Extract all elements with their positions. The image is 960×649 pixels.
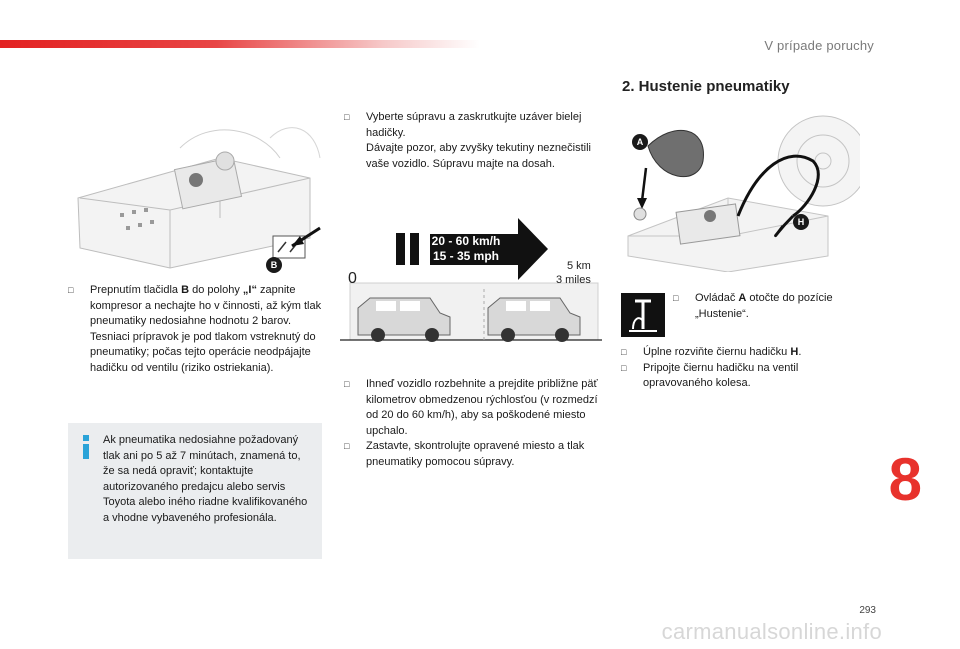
- info-text: Ak pneumatika nedosiahne požadovaný tlak ani po 5 až 7 minútach, znamená to, že sa nedá opraviť; kontaktujte autorizovaného predajcu alebo servis Toyota alebo iného riadne kvalifikovaného a vhodne vybaveného profesionála.: [103, 434, 308, 524]
- label-b-badge: B: [266, 257, 282, 273]
- speed-kmh: 20 - 60 km/h: [431, 234, 501, 248]
- col1-step: [68, 283, 326, 376]
- col2-step-1: [344, 110, 600, 172]
- speed-range-box: [430, 234, 502, 265]
- bullet-item: □ Ihneď vozidlo rozbehnite a prejdite približne päť kilometrov obmedzenou rýchlosťou (v rozmedzí od 20 do 60 km/h), aby sa poškodené miesto upchalo.: [344, 377, 600, 439]
- distance-miles: 3 miles: [556, 274, 591, 286]
- distance-label: [556, 259, 591, 287]
- distance-km: 5 km: [567, 260, 591, 272]
- info-box: [68, 423, 322, 559]
- bullet-item: □ Úplne rozviňte čiernu hadičku H.: [621, 345, 851, 361]
- col2-steps: [344, 377, 600, 470]
- compressor-illustration: [70, 118, 325, 278]
- col3-steps: [621, 345, 851, 392]
- info-icon: [82, 435, 90, 459]
- watermark: carmanualsonline.info: [661, 619, 882, 644]
- start-marker: 0: [348, 270, 357, 287]
- speed-mph: 15 - 35 mph: [432, 249, 500, 263]
- tire-inflation-icon: [621, 293, 665, 337]
- chapter-number: 8: [888, 446, 922, 513]
- bullet-item: □ Prepnutím tlačidla B do polohy „I“ zapnite kompresor a nechajte ho v činnosti, až kým tlak pneumatiky nedosiahne hodnotu 2 barov. Tesniaci prípravok je pod tlakom vstreknutý do pneumatiky; počas tejto operácie neodpájajte hadičku od ventilu (riziko ostriekania).: [68, 283, 326, 376]
- label-a-badge: A: [632, 134, 648, 150]
- section-title: V prípade poruchy: [764, 38, 874, 53]
- header-accent-bar: [0, 40, 480, 48]
- bullet-item: □ Pripojte čiernu hadičku na ventil opravovaného kolesa.: [621, 361, 851, 392]
- inflation-illustration: [618, 106, 860, 272]
- bullet-item: □ Vyberte súpravu a zaskrutkujte uzáver bielej hadičky. Dávajte pozor, aby zvyšky tekutiny neznečistili vaše vozidlo. Súpravu majte na dosah.: [344, 110, 600, 172]
- inflation-pump-icon: [621, 293, 665, 337]
- page-number: 293: [859, 605, 876, 616]
- label-h-badge: H: [793, 214, 809, 230]
- bullet-item: □ Ovládač A otočte do pozície „Hustenie“.: [673, 291, 863, 322]
- col3-step-1: [673, 291, 863, 322]
- bullet-item: □ Zastavte, skontrolujte opravené miesto a tlak pneumatiky pomocou súpravy.: [344, 439, 600, 470]
- section-heading: 2. Hustenie pneumatiky: [622, 78, 790, 95]
